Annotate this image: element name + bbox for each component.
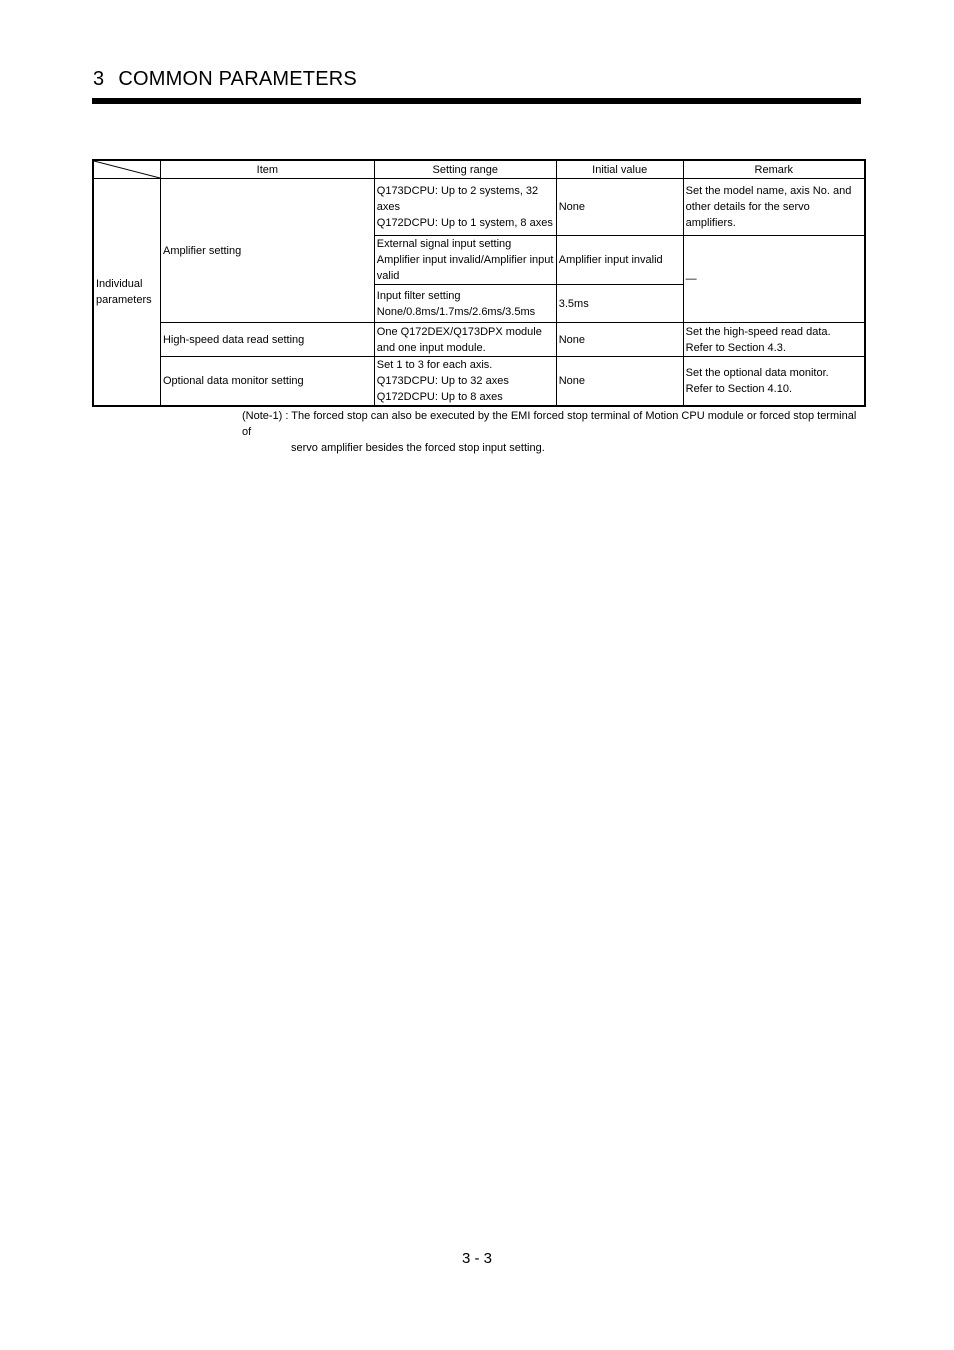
chapter-title: COMMON PARAMETERS — [118, 68, 357, 90]
range-line: valid — [376, 270, 400, 282]
parameter-table — [92, 159, 866, 407]
range-line: Set 1 to 3 for each axis. — [376, 359, 493, 371]
item-high-speed-data-read: High-speed data read setting — [160, 323, 374, 357]
range-cell — [374, 285, 556, 323]
remark-dash-cell: — — [683, 236, 865, 323]
range-cell — [374, 179, 556, 236]
range-line: and one input module. — [376, 341, 486, 354]
item-amplifier-setting: Amplifier setting — [160, 179, 374, 323]
range-line: Q173DCPU: Up to 2 systems, 32 — [376, 185, 539, 197]
range-line: One Q172DEX/Q173DPX module — [376, 325, 542, 338]
column-header-initial-value: Initial value — [556, 160, 683, 179]
remark-line: Set the high-speed read data. — [685, 325, 831, 338]
footnote-line: (Note-1) : The forced stop can also be executed by the EMI forced stop terminal of Motion CPU module or forced stop terminal of — [242, 410, 857, 438]
group-label-cell — [93, 179, 160, 407]
initial-value-cell: None — [556, 357, 683, 407]
table-header-row — [93, 160, 865, 179]
heading-rule — [92, 98, 861, 104]
range-line: Q172DCPU: Up to 8 axes — [376, 391, 503, 403]
range-line: Amplifier input invalid/Amplifier input — [376, 254, 554, 266]
table-row — [93, 179, 865, 236]
table-row — [93, 357, 865, 407]
remark-line: Set the model name, axis No. and — [685, 185, 852, 197]
range-cell — [374, 357, 556, 407]
page-number: 3 - 3 — [461, 1250, 492, 1267]
remark-cell — [683, 357, 865, 407]
column-header-setting-range: Setting range — [374, 160, 556, 179]
diagonal-header-cell — [93, 160, 160, 179]
group-label-line: Individual — [96, 278, 143, 290]
initial-value-cell: 3.5ms — [556, 285, 683, 323]
group-label-line: parameters — [96, 294, 152, 306]
range-line: External signal input setting — [376, 238, 512, 250]
range-cell — [374, 236, 556, 285]
range-line: None/0.8ms/1.7ms/2.6ms/3.5ms — [376, 305, 536, 318]
chapter-heading — [93, 68, 357, 91]
remark-line: Set the optional data monitor. — [685, 367, 829, 379]
footnote — [242, 408, 867, 456]
initial-value-cell: Amplifier input invalid — [556, 236, 683, 285]
range-cell — [374, 323, 556, 357]
range-line: axes — [376, 201, 401, 213]
remark-line: other details for the servo amplifiers. — [685, 201, 810, 229]
remark-line: Refer to Section 4.10. — [685, 383, 793, 395]
remark-line: Refer to Section 4.3. — [685, 341, 786, 354]
diagonal-line — [94, 161, 160, 178]
initial-value-cell: None — [556, 179, 683, 236]
column-header-remark: Remark — [683, 160, 865, 179]
item-optional-data-monitor: Optional data monitor setting — [160, 357, 374, 407]
chapter-number: 3 — [93, 68, 105, 90]
range-line: Q173DCPU: Up to 32 axes — [376, 375, 509, 387]
footnote-line: servo amplifier besides the forced stop input setting. — [291, 442, 545, 454]
initial-value-cell: None — [556, 323, 683, 357]
column-header-item: Item — [160, 160, 374, 179]
table-row — [93, 323, 865, 357]
range-line: Input filter setting — [376, 289, 461, 302]
remark-cell — [683, 179, 865, 236]
range-line: Q172DCPU: Up to 1 system, 8 axes — [376, 217, 553, 229]
remark-cell — [683, 323, 865, 357]
